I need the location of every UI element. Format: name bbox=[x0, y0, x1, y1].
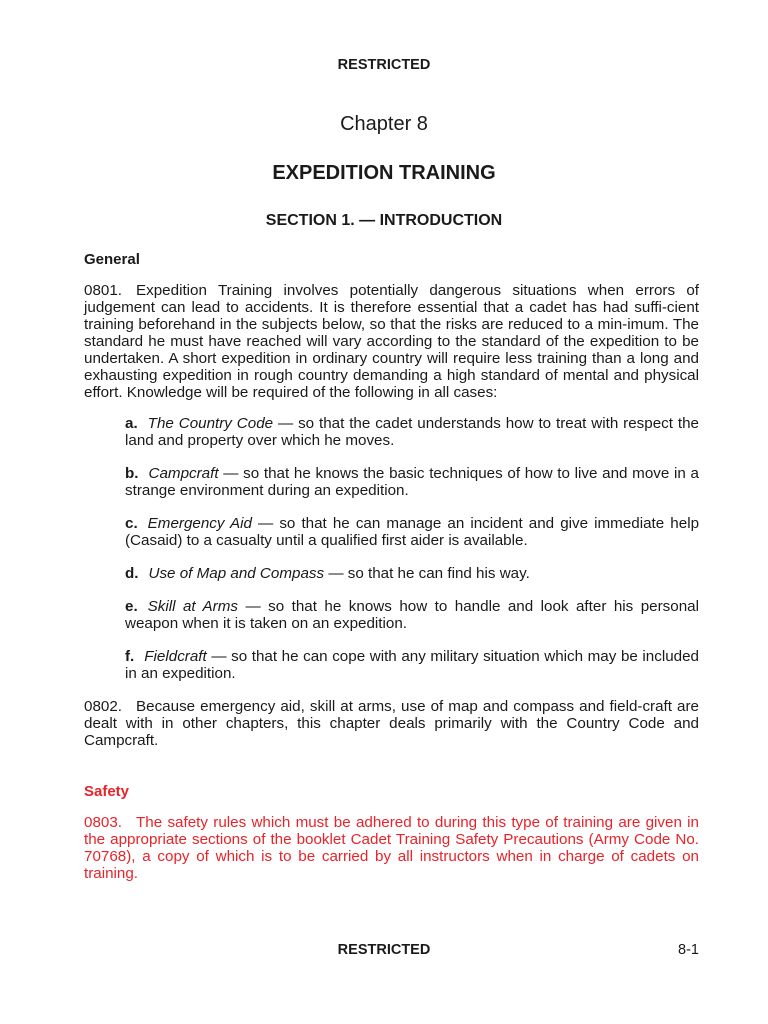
item-text: — so that the cadet understands how to treat with respect the land and property over which he moves. bbox=[125, 415, 699, 449]
paragraph-text: The safety rules which must be adhered to during this type of training are given in the appropriate sections of the booklet Cadet Training Safety Precautions (Army Code No. 70768), a copy of which is to be carried by all instructors when in charge of cadets on training. bbox=[84, 814, 699, 882]
item-text: — so that he can find his way. bbox=[324, 565, 530, 582]
paragraph-0802 bbox=[84, 698, 699, 749]
paragraph-text: Because emergency aid, skill at arms, use of map and compass and field-craft are dealt with in other chapters, this chapter deals primarily with the Country Code and Campcraft. bbox=[84, 698, 699, 749]
item-term: Campcraft bbox=[148, 465, 219, 482]
item-label: f. bbox=[125, 648, 135, 665]
security-marking-top: RESTRICTED bbox=[337, 57, 431, 73]
item-text: — so that he can cope with any military situation which may be included in an expedition. bbox=[125, 648, 699, 682]
paragraph-text: Expedition Training involves potentially dangerous situations when errors of judgement can lead to accidents. It is therefore essential that a cadet has had suffi-cient training beforehand in the subjects below, so that the risks are reduced to a min-imum. The standard he must have reached will vary according to the standard of the expedition to be undertaken. A short expedition in ordinary country will require less training than a long and exhausting expedition in rough country demanding a high standard of mental and physical effort. Knowledge will be required of the following in all cases: bbox=[84, 282, 699, 401]
item-label: b. bbox=[125, 465, 139, 482]
chapter-number: Chapter 8 bbox=[340, 113, 428, 135]
paragraph-number: 0802. bbox=[84, 698, 123, 715]
list-item bbox=[125, 598, 699, 632]
item-term: Skill at Arms bbox=[147, 598, 238, 615]
paragraph-0803 bbox=[84, 814, 699, 882]
item-text: — so that he can manage an incident and give immediate help (Casaid) to a casualty until a qualified first aider is available. bbox=[125, 515, 700, 549]
list-item bbox=[125, 415, 699, 449]
item-term: Use of Map and Compass bbox=[148, 565, 325, 582]
general-heading: General bbox=[84, 251, 140, 268]
chapter-title: EXPEDITION TRAINING bbox=[272, 162, 496, 184]
paragraph-0801 bbox=[84, 282, 699, 401]
item-label: d. bbox=[125, 565, 139, 582]
security-marking-bottom: RESTRICTED bbox=[337, 942, 431, 958]
page-number: 8-1 bbox=[678, 942, 699, 958]
item-label: c. bbox=[125, 515, 138, 532]
subject-list bbox=[125, 415, 699, 682]
list-item bbox=[125, 565, 699, 582]
list-item bbox=[125, 515, 699, 549]
list-item bbox=[125, 648, 699, 682]
item-term: Fieldcraft bbox=[144, 648, 207, 665]
list-item bbox=[125, 465, 699, 499]
safety-heading: Safety bbox=[84, 783, 130, 800]
item-text: — so that he knows the basic techniques of how to live and move in a strange environment during an expedition. bbox=[125, 465, 699, 499]
paragraph-number: 0803. bbox=[84, 814, 123, 831]
item-text: — so that he knows how to handle and look after his personal weapon when it is taken on an expedition. bbox=[125, 598, 699, 632]
item-label: e. bbox=[125, 598, 138, 615]
body-content bbox=[84, 251, 699, 882]
paragraph-number: 0801. bbox=[84, 282, 123, 299]
section-title: SECTION 1. — INTRODUCTION bbox=[265, 212, 503, 229]
item-term: Emergency Aid bbox=[147, 515, 252, 532]
item-label: a. bbox=[125, 415, 138, 432]
item-term: The Country Code bbox=[147, 415, 274, 432]
